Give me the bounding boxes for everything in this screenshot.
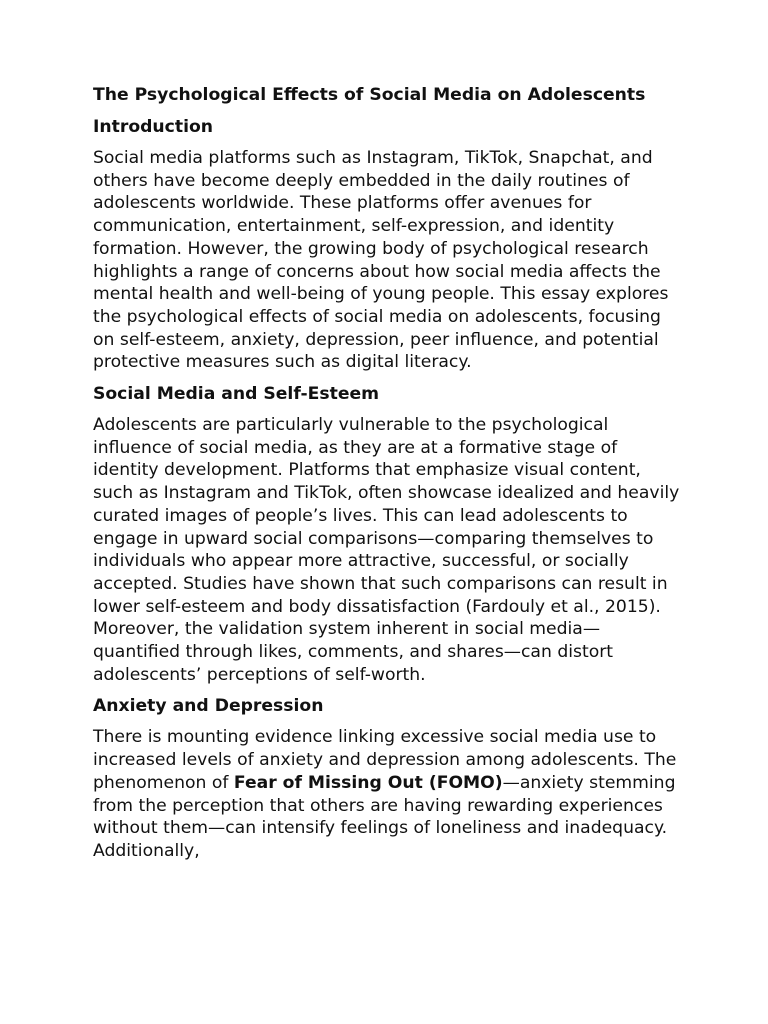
- paragraph-anxiety-depression: [93, 726, 683, 862]
- paragraph-introduction: Social media platforms such as Instagram, TikTok, Snapchat, and others have become deeply embedded in the daily routines of adolescents worldwide. These platforms offer avenues for communication, entertainment, self-expression, and identity formation. However, the growing body of psychological research highlights a range of concerns about how social media affects the mental health and well-being of young people. This essay explores the psychological effects of social media on adolescents, focusing on self-esteem, anxiety, depression, peer influence, and potential protective measures such as digital literacy.: [93, 148, 669, 373]
- section-heading-introduction: Introduction: [93, 117, 214, 137]
- paragraph-text-start: There is mounting evidence linking excessive social media use to increased levels of anxiety and depression among adolescents. The phenomenon of: [93, 727, 677, 793]
- section-heading-anxiety-depression: Anxiety and Depression: [93, 696, 324, 717]
- paragraph-self-esteem: Adolescents are particularly vulnerable to the psychological influence of social media, as they are at a formative stage of identity development. Platforms that emphasize visual content, such as Instagram and TikTok, often showcase idealized and heavily curated images of people’s lives. This can lead adolescents to engage in upward social comparisons—comparing themselves to individuals who appear more attractive, successful, or socially accepted. Studies have shown that such comparisons can result in lower self-esteem and body dissatisfaction (Fardouly et al., 2015). Moreover, the validation system inherent in social media—quantified through likes, comments, and shares—can distort adolescents’ perceptions of self-worth.: [93, 415, 680, 685]
- document-title: The Psychological Effects of Social Media on Adolescents: [93, 85, 646, 105]
- fomo-term: Fear of Missing Out (FOMO): [233, 772, 503, 793]
- section-heading-self-esteem: Social Media and Self-Esteem: [93, 384, 380, 405]
- document-page: [93, 84, 683, 872]
- paragraph-text-end: —anxiety stemming from the perception that others are having rewarding experiences without them—can intensify feelings of loneliness and inadequacy. Additionally,: [93, 772, 676, 861]
